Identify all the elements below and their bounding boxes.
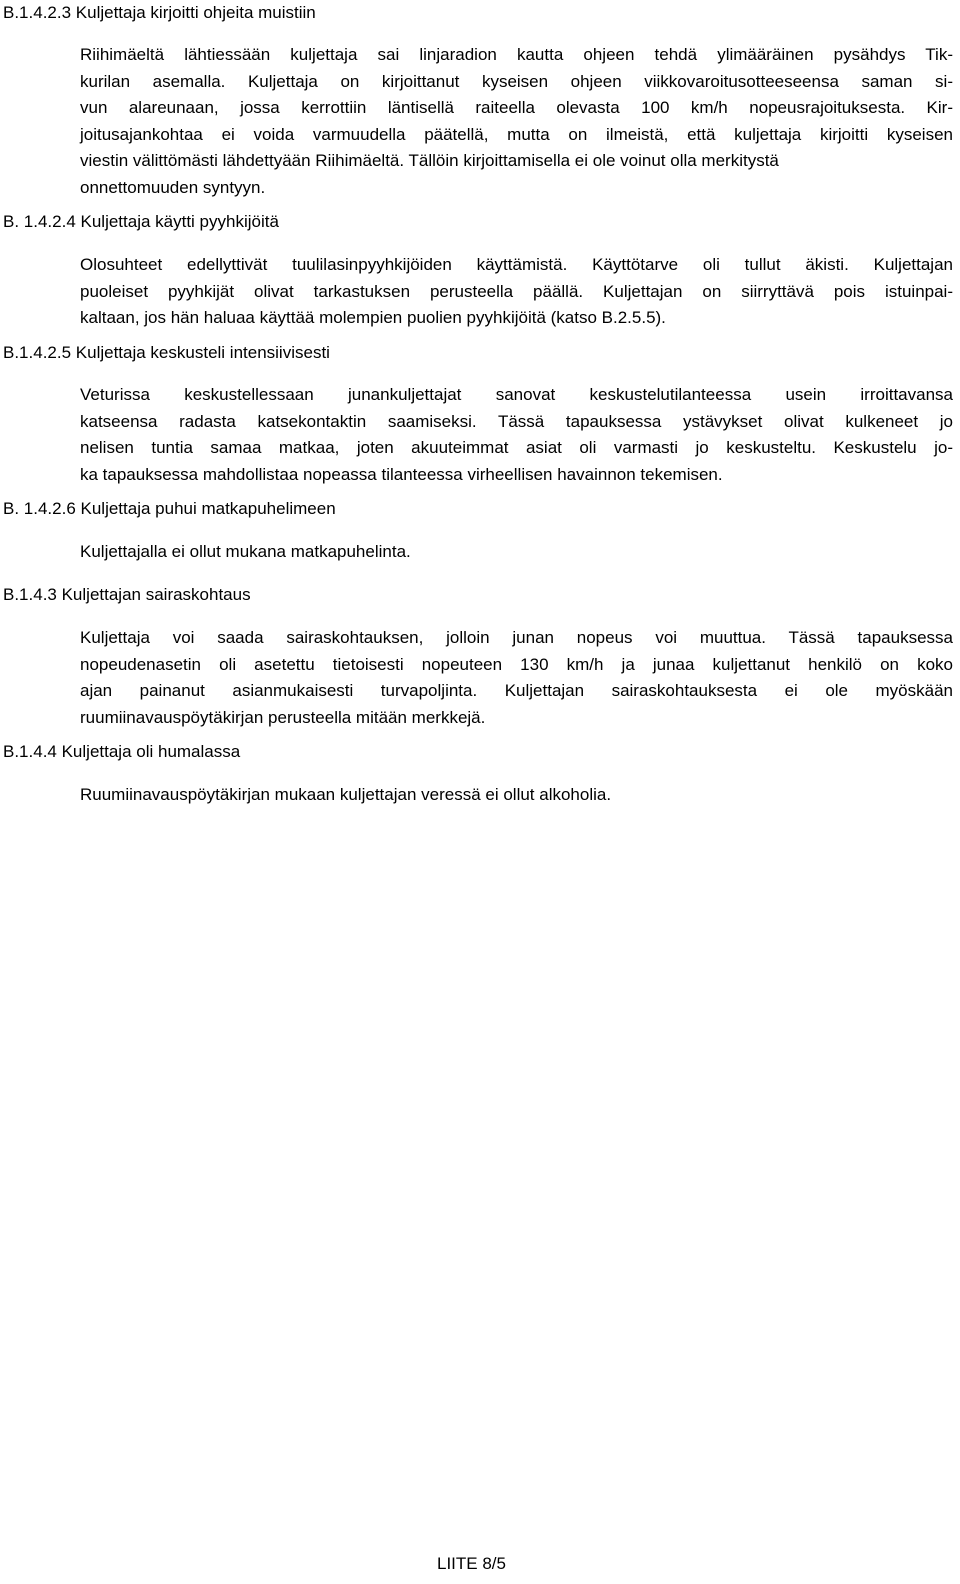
section-heading: B. 1.4.2.6 Kuljettaja puhui matkapuhelimeen: [3, 499, 336, 518]
paragraph-line: nopeudenasetin oli asetettu tietoisesti nopeuteen 130 km/h ja junaa kuljettanut henkilö on koko: [80, 654, 953, 674]
paragraph-line: vun alareunaan, jossa kerrottiin läntisellä raiteella olevasta 100 km/h nopeusrajoituksesta. Kir-: [80, 98, 953, 117]
paragraph-line: joitusajankohtaa ei voida varmuudella päätellä, mutta on ilmeistä, että kuljettaja kirjoitti kyseisen: [80, 124, 953, 144]
paragraph-line: puoleiset pyyhkijät olivat tarkastuksen perusteella päällä. Kuljettajan on siirryttävä pois istuinpai-: [80, 281, 953, 301]
section-paragraph: [80, 625, 953, 731]
paragraph-line: kurilan asemalla. Kuljettaja on kirjoittanut kyseisen ohjeen viikkovaroitusotteeseensa saman si-: [80, 71, 953, 91]
section-heading: B.1.4.4 Kuljettaja oli humalassa: [3, 742, 241, 761]
section-paragraph: [80, 42, 953, 201]
paragraph-line: kaltaan, jos hän haluaa käyttää molempien puolien pyyhkijöitä (katso B.2.5.5).: [80, 308, 666, 327]
paragraph-line: ruumiinavauspöytäkirjan perusteella mitään merkkejä.: [80, 707, 486, 727]
paragraph-line: Kuljettaja voi saada sairaskohtauksen, jolloin junan nopeus voi muuttua. Tässä tapauksessa: [80, 628, 953, 647]
section-paragraph: [80, 382, 953, 488]
paragraph-line: ka tapauksessa mahdollistaa nopeassa tilanteessa virheellisen havainnon tekemisen.: [80, 464, 723, 484]
section-paragraph: [80, 252, 953, 332]
section-heading: B. 1.4.2.4 Kuljettaja käytti pyyhkijöitä: [3, 212, 279, 231]
section-heading: B.1.4.2.5 Kuljettaja keskusteli intensiivisesti: [3, 343, 330, 362]
paragraph-line: onnettomuuden syntyyn.: [80, 177, 266, 197]
paragraph-line: Veturissa keskustellessaan junankuljettajat sanovat keskustelutilanteessa usein irroittavansa: [80, 385, 953, 404]
section-paragraph: [80, 782, 953, 809]
page-footer-label: LIITE 8/5: [437, 1554, 506, 1573]
section-heading: B.1.4.3 Kuljettajan sairaskohtaus: [3, 585, 251, 604]
paragraph-line: Ruumiinavauspöytäkirjan mukaan kuljettajan veressä ei ollut alkoholia.: [80, 785, 612, 804]
paragraph-line: Riihimäeltä lähtiessään kuljettaja sai linjaradion kautta ohjeen tehdä ylimääräinen pysähdys Tik-: [80, 45, 953, 64]
section-paragraph: [80, 539, 953, 566]
paragraph-line: katseensa radasta katsekontaktin saamiseksi. Tässä tapauksessa ystävykset olivat kulkeneet jo: [80, 411, 953, 431]
section-heading: B.1.4.2.3 Kuljettaja kirjoitti ohjeita muistiin: [3, 3, 316, 22]
paragraph-line: viestin välittömästi lähdettyään Riihimäeltä. Tällöin kirjoittamisella ei ole voinut olla merkitystä: [80, 151, 779, 170]
paragraph-line: Kuljettajalla ei ollut mukana matkapuhelinta.: [80, 542, 411, 561]
paragraph-line: ajan painanut asianmukaisesti turvapoljinta. Kuljettajan sairaskohtauksesta ei ole myöskään: [80, 681, 953, 700]
paragraph-line: nelisen tuntia samaa matkaa, joten akuuteimmat asiat oli varmasti jo keskusteltu. Keskustelu jo-: [80, 438, 953, 457]
paragraph-line: Olosuhteet edellyttivät tuulilasinpyyhkijöiden käyttämistä. Käyttötarve oli tullut äkisti. Kuljettajan: [80, 255, 953, 274]
